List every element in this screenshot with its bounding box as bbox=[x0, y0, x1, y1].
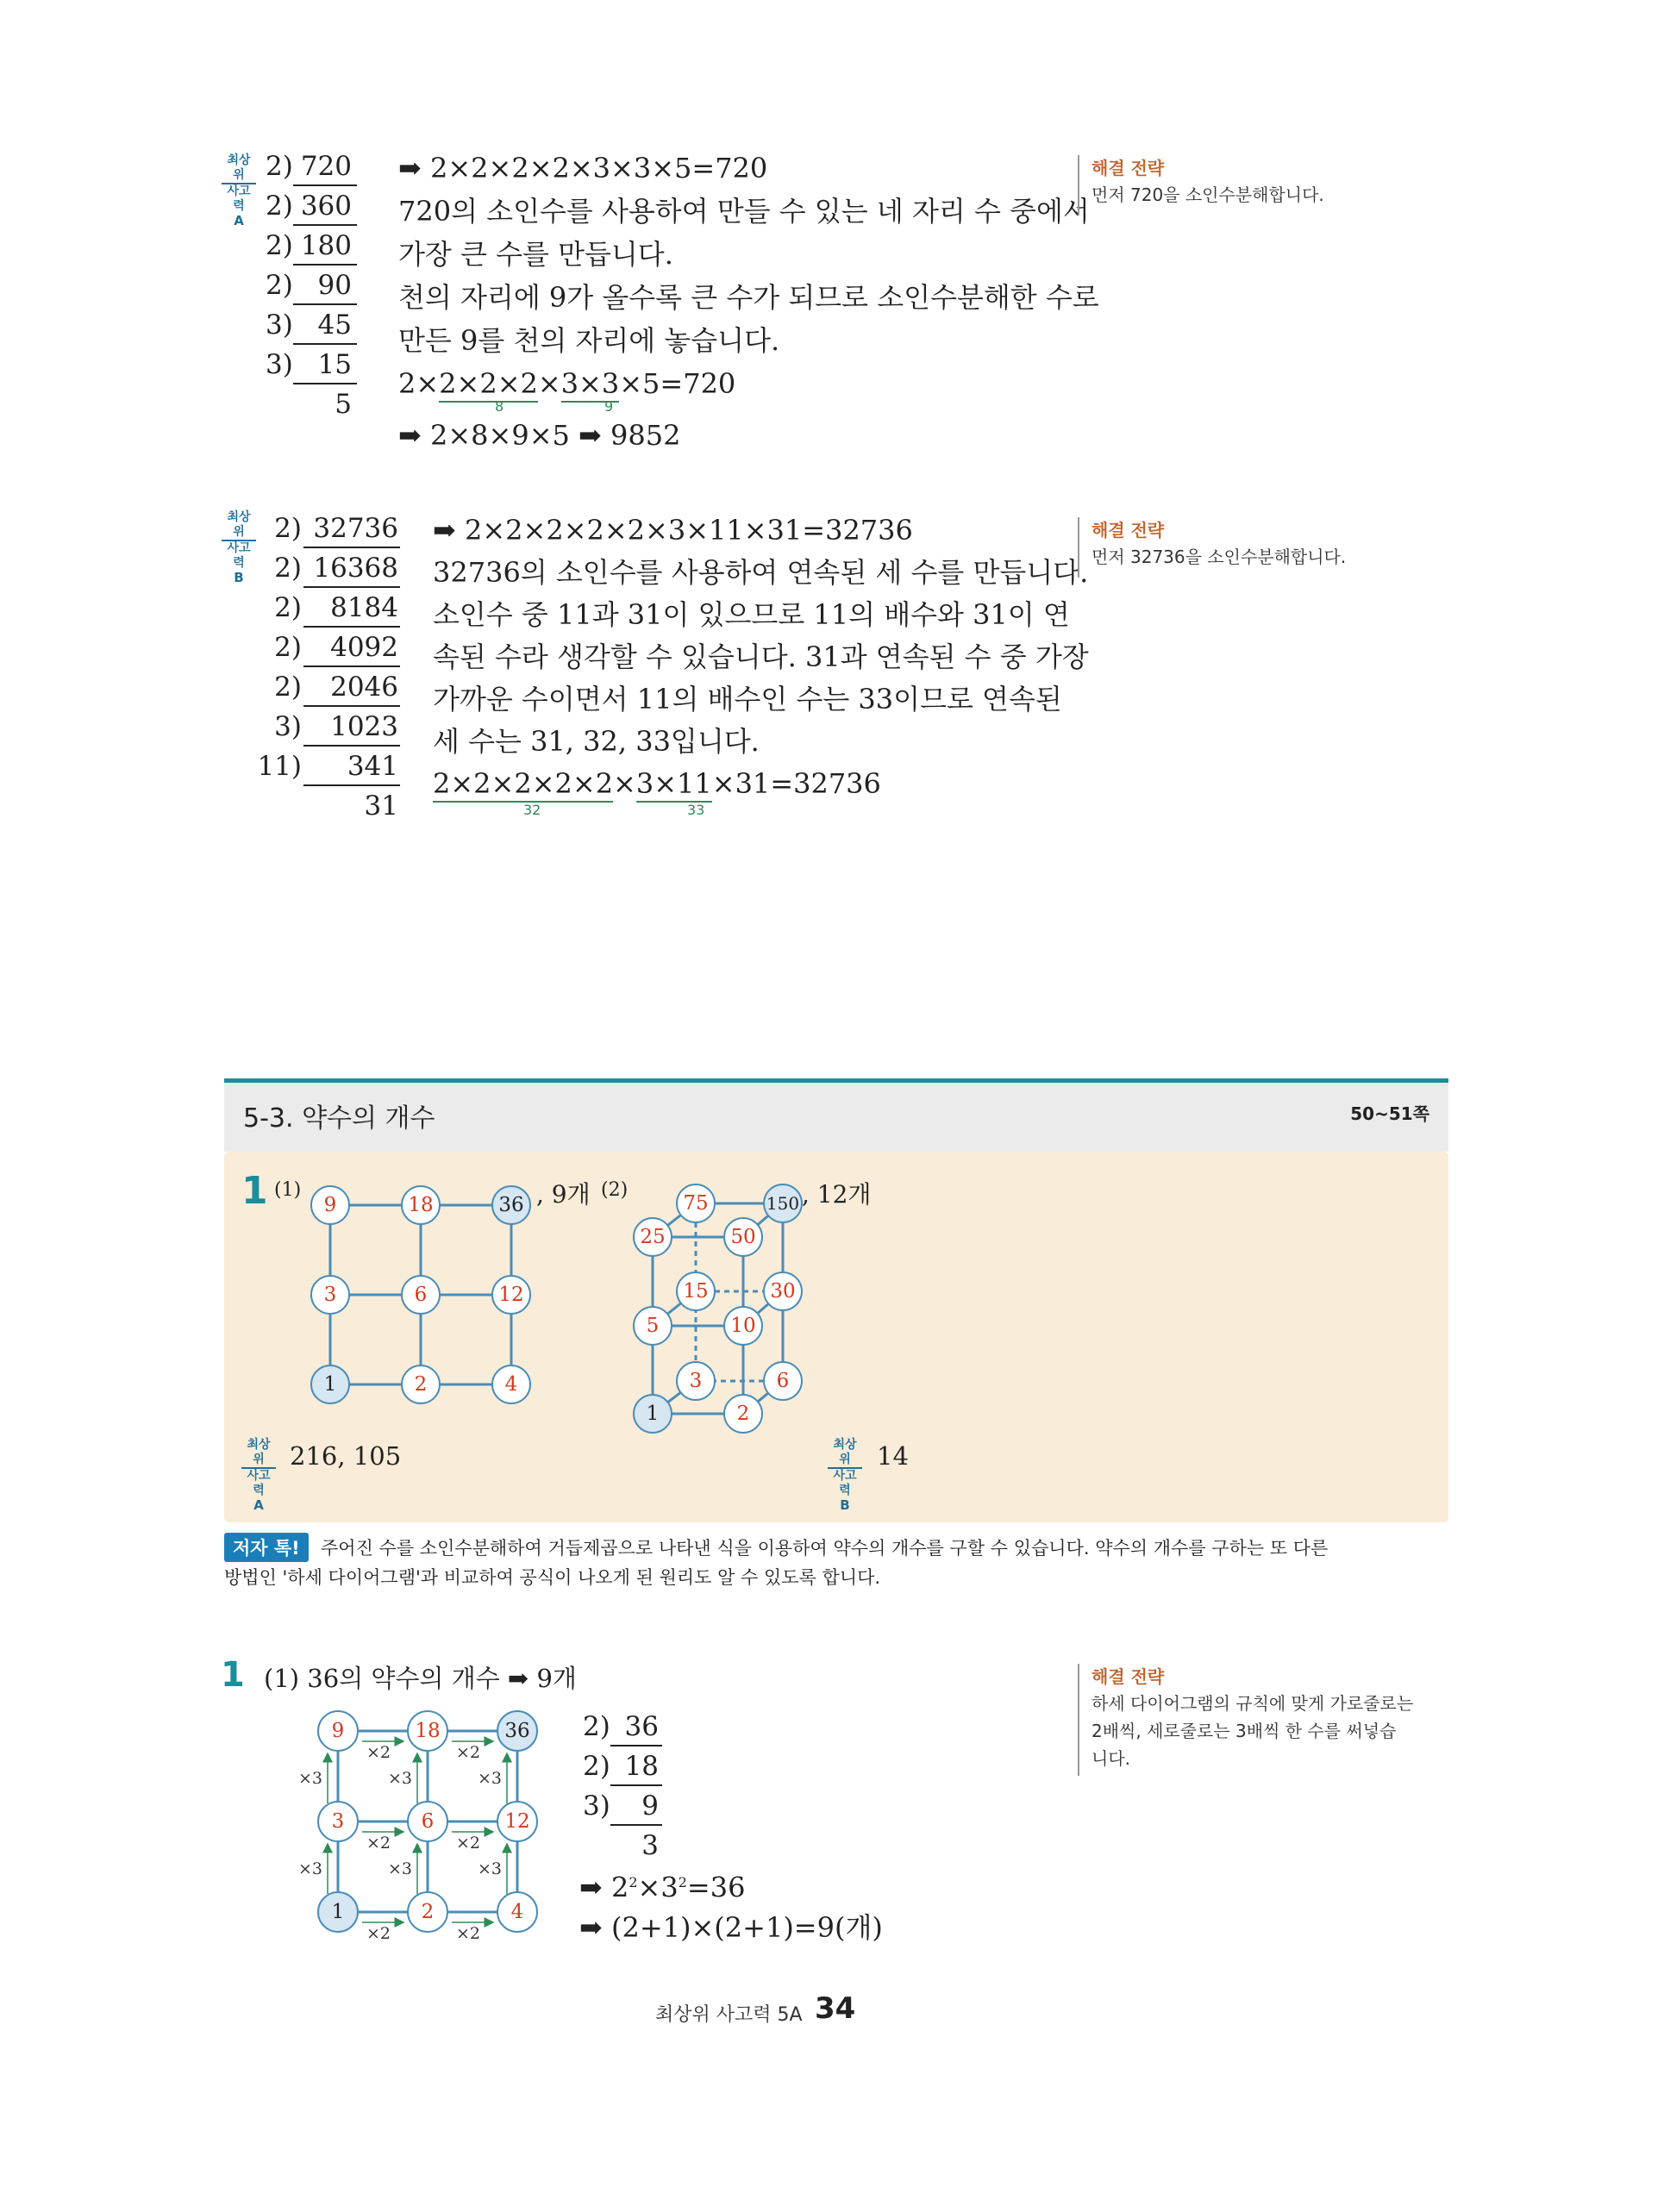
mult-label: ×2 bbox=[366, 1924, 391, 1943]
mult-label: ×3 bbox=[298, 1859, 323, 1878]
eq-part: ➡ bbox=[579, 1871, 611, 1904]
solution-line: 천의 자리에 9가 올수록 큰 수가 되므로 소인수분해한 수로 bbox=[398, 281, 1099, 314]
solution-line: 32736의 소인수를 사용하여 연속된 세 수를 만듭니다. bbox=[433, 556, 1089, 589]
divisor: 2 bbox=[274, 513, 291, 544]
solution-number: 1 bbox=[221, 1655, 245, 1695]
quotient: 32736 bbox=[313, 513, 398, 544]
quotient: 5 bbox=[335, 389, 352, 420]
eq-group: 3×11 bbox=[636, 766, 712, 803]
quotient: 16368 bbox=[313, 553, 398, 584]
eq-part: =36 bbox=[686, 1871, 746, 1904]
solution-line: 720의 소인수를 사용하여 만들 수 있는 네 자리 수 중에서 bbox=[398, 195, 1090, 228]
group-value: 32 bbox=[523, 802, 541, 818]
section-pages: 50~51쪽 bbox=[1350, 1103, 1429, 1124]
footer-book-title: 최상위 사고력 5A bbox=[655, 2004, 803, 2026]
diagram-node: 12 bbox=[497, 1801, 538, 1842]
diagram-node: 15 bbox=[676, 1272, 716, 1311]
quotient: 720 bbox=[300, 151, 352, 182]
diagram-node: 2 bbox=[401, 1365, 441, 1404]
exponent: 2 bbox=[678, 1874, 687, 1890]
badge-letter: B bbox=[234, 570, 244, 585]
badge-line2: 사고력 bbox=[222, 540, 256, 571]
strategy-title: 해결 전략 bbox=[1091, 1666, 1165, 1687]
badge-line2: 사고력 bbox=[222, 183, 256, 214]
quotient: 90 bbox=[317, 270, 352, 301]
strategy-title: 해결 전략 bbox=[1091, 520, 1165, 541]
badge-line2: 사고력 bbox=[828, 1467, 862, 1498]
diagram-node: 4 bbox=[497, 1891, 538, 1933]
diagram-node: 1 bbox=[633, 1394, 672, 1434]
solution-line: ➡ 2×2×2×2×2×3×11×31=32736 bbox=[433, 514, 913, 547]
solution-header: (1) 36의 약수의 개수 ➡ 9개 bbox=[264, 1664, 577, 1693]
final-answer: ➡ 2×8×9×5 ➡ 9852 bbox=[398, 419, 681, 452]
diagram-node: 25 bbox=[633, 1217, 672, 1257]
quotient: 31 bbox=[364, 790, 398, 822]
quotient: 1023 bbox=[330, 711, 398, 742]
quotient: 180 bbox=[300, 230, 352, 261]
divisor: 3 bbox=[274, 711, 291, 742]
part-label: (1) bbox=[274, 1179, 302, 1201]
divisor: 2 bbox=[274, 672, 291, 703]
group-value: 33 bbox=[687, 802, 705, 818]
quotient: 18 bbox=[624, 1751, 659, 1782]
diagram-node: 2 bbox=[407, 1891, 448, 1933]
diagram-node: 75 bbox=[676, 1184, 716, 1223]
eq-part: ×3 bbox=[637, 1871, 679, 1904]
diagram-node: 6 bbox=[763, 1361, 803, 1401]
mult-label: ×2 bbox=[456, 1834, 481, 1853]
strategy-body: 2배씩, 세로줄로는 3배씩 한 수를 써넣습 bbox=[1091, 1721, 1397, 1741]
diagram-node: 36 bbox=[497, 1710, 538, 1752]
quotient: 3 bbox=[641, 1830, 659, 1861]
solution-line: 가장 큰 수를 만듭니다. bbox=[398, 238, 673, 271]
quotient: 360 bbox=[300, 191, 352, 222]
part1-result: , 9개 bbox=[536, 1180, 591, 1209]
eq-part: 2 bbox=[610, 1871, 629, 1904]
eq-part: ×31=32736 bbox=[711, 767, 881, 800]
diagram-node: 36 bbox=[491, 1185, 531, 1225]
diagram-node: 18 bbox=[401, 1185, 441, 1225]
badge-line1: 최상위 bbox=[247, 1438, 271, 1466]
diagram-node: 30 bbox=[763, 1272, 803, 1311]
diagram-node: 9 bbox=[317, 1710, 359, 1752]
group-value: 8 bbox=[495, 398, 504, 415]
mult-label: ×3 bbox=[388, 1769, 413, 1788]
division-a: 2) 2) 2) 2) 3) 3) 720 360 180 90 45 15 5 bbox=[259, 147, 362, 431]
mult-label: ×2 bbox=[456, 1743, 481, 1762]
divisor: 2 bbox=[274, 592, 291, 623]
badge-letter: B bbox=[840, 1497, 850, 1513]
quotient: 4092 bbox=[330, 632, 398, 663]
diagram-node: 2 bbox=[723, 1394, 763, 1434]
solution-line: 소인수 중 11과 31이 있으므로 11의 배수와 31이 연 bbox=[433, 598, 1070, 631]
diagram-node: 150 bbox=[763, 1184, 803, 1223]
eq-group: 2×2×2 bbox=[439, 366, 538, 403]
author-note-line: 주어진 수를 소인수분해하여 거듭제곱으로 나타낸 식을 이용하여 약수의 개수를 구할 수 있습니다. 약수의 개수를 구하는 또 다른 bbox=[321, 1538, 1329, 1559]
solution-line: 속된 수라 생각할 수 있습니다. 31과 연속된 수 중 가장 bbox=[433, 640, 1089, 673]
eq-group: 2×2×2×2×2 bbox=[433, 766, 613, 803]
divisor: 2 bbox=[274, 553, 291, 584]
divisor: 3 bbox=[266, 309, 283, 341]
quotient: 45 bbox=[317, 309, 352, 341]
group-value: 9 bbox=[604, 398, 614, 415]
eq-part: × bbox=[537, 367, 561, 400]
diagram-node: 50 bbox=[723, 1217, 763, 1257]
answer-badge-a bbox=[241, 1438, 276, 1513]
badge-line2: 사고력 bbox=[241, 1467, 276, 1498]
mult-label: ×3 bbox=[478, 1859, 503, 1878]
section-title: 5-3. 약수의 개수 bbox=[243, 1103, 435, 1134]
divisor: 3 bbox=[583, 1790, 600, 1821]
diagram-node: 6 bbox=[407, 1801, 448, 1842]
diagram-node: 18 bbox=[407, 1710, 448, 1752]
division-b: 2) 2) 2) 2) 2) 3) 11) 32736 16368 8184 4092 2046 1023 341 31 bbox=[259, 509, 405, 836]
answer-a: 216, 105 bbox=[290, 1441, 402, 1471]
quotient: 15 bbox=[317, 349, 352, 380]
divisor: 2 bbox=[583, 1711, 600, 1742]
mult-label: ×2 bbox=[366, 1834, 391, 1853]
author-note-tag: 저자 톡! bbox=[224, 1533, 309, 1562]
badge-line1: 최상위 bbox=[833, 1438, 857, 1466]
divisor: 2 bbox=[583, 1751, 600, 1782]
quotient: 9 bbox=[641, 1790, 659, 1821]
solution-line: 가까운 수이면서 11의 배수인 수는 33이므로 연속된 bbox=[433, 683, 1062, 715]
mult-label: ×3 bbox=[478, 1769, 503, 1788]
answer-b: 14 bbox=[877, 1441, 909, 1471]
badge-letter: A bbox=[253, 1497, 264, 1513]
badge-letter: A bbox=[234, 213, 244, 228]
diagram-node: 12 bbox=[491, 1275, 531, 1315]
mult-label: ×2 bbox=[366, 1743, 391, 1762]
solution-line: ➡ 2×2×2×2×3×3×5=720 bbox=[398, 152, 768, 184]
quotient: 341 bbox=[347, 751, 398, 782]
diagram-node: 5 bbox=[633, 1306, 672, 1346]
diagram-node: 1 bbox=[317, 1891, 359, 1933]
diagram-node: 6 bbox=[401, 1275, 441, 1315]
diagram-node: 10 bbox=[723, 1306, 763, 1346]
exponent: 2 bbox=[629, 1874, 638, 1890]
quotient: 36 bbox=[624, 1711, 659, 1742]
divisor-count-equation: ➡ (2+1)×(2+1)=9(개) bbox=[579, 1911, 883, 1944]
strategy-body: 먼저 720을 소인수분해합니다. bbox=[1091, 184, 1324, 205]
strategy-body: 니다. bbox=[1091, 1748, 1130, 1769]
answer-number: 1 bbox=[241, 1169, 268, 1213]
eq-group: 3×3 bbox=[561, 366, 620, 403]
mult-label: ×3 bbox=[388, 1859, 413, 1878]
strategy-c bbox=[1078, 1664, 1413, 1776]
mult-label: ×2 bbox=[456, 1924, 481, 1943]
strategy-body: 하세 다이어그램의 규칙에 맞게 가로줄로는 bbox=[1091, 1693, 1414, 1714]
page-number: 34 bbox=[815, 1991, 856, 2026]
mult-label: ×3 bbox=[298, 1769, 323, 1788]
eq-part: ×5=720 bbox=[619, 367, 736, 400]
part-label: (2) bbox=[601, 1179, 629, 1201]
badge-line1: 최상위 bbox=[227, 153, 251, 182]
diagram-node: 3 bbox=[310, 1275, 350, 1315]
divisor: 3 bbox=[266, 349, 283, 380]
part2-result: , 12개 bbox=[802, 1180, 872, 1209]
divisor: 2 bbox=[266, 151, 283, 182]
divisor: 2 bbox=[274, 632, 291, 663]
divisor: 11 bbox=[257, 751, 291, 782]
diagram-node: 1 bbox=[310, 1365, 350, 1404]
divisor: 2 bbox=[266, 230, 283, 261]
answer-badge-b bbox=[828, 1438, 862, 1513]
diagram-node: 3 bbox=[676, 1361, 716, 1401]
eq-part: 2× bbox=[398, 367, 440, 400]
diagram-node: 9 bbox=[310, 1185, 350, 1225]
eq-part: × bbox=[613, 767, 636, 800]
author-note-line: 방법인 '하세 다이어그램'과 비교하여 공식이 나오게 된 원리도 알 수 있도록 합니다. bbox=[224, 1567, 881, 1588]
strategy-title: 해결 전략 bbox=[1091, 158, 1165, 178]
quotient: 2046 bbox=[330, 672, 398, 703]
quotient: 8184 bbox=[330, 592, 398, 623]
strategy-body: 먼저 32736을 소인수분해합니다. bbox=[1091, 547, 1347, 567]
solution-line: 만든 9를 천의 자리에 놓습니다. bbox=[398, 324, 780, 357]
solution-line: 세 수는 31, 32, 33입니다. bbox=[433, 725, 760, 758]
diagram-node: 4 bbox=[491, 1365, 531, 1404]
diagram-node: 3 bbox=[317, 1801, 359, 1842]
power-equation bbox=[579, 1861, 745, 1909]
divisor: 2 bbox=[266, 270, 283, 301]
divisor: 2 bbox=[266, 191, 283, 222]
division-36: 2) 2) 3) 36 18 9 3 bbox=[579, 1707, 683, 1871]
badge-line1: 최상위 bbox=[227, 510, 251, 539]
